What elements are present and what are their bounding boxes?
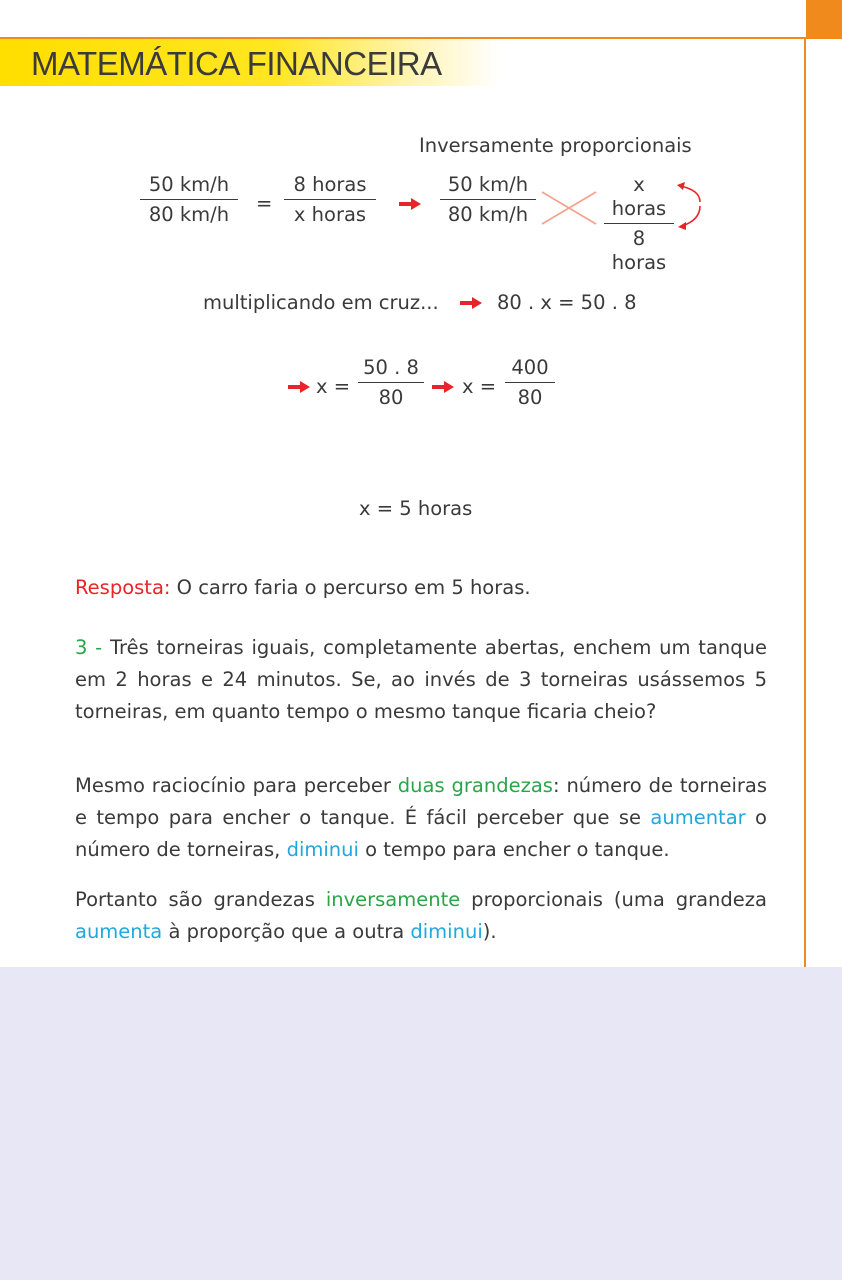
fraction-speeds-1 — [140, 173, 238, 227]
cross-text: multiplicando em cruz... — [203, 291, 439, 314]
highlight-inversely: inversamente — [325, 888, 461, 911]
swap-arrows-icon — [676, 180, 706, 232]
highlight-increases: aumenta — [75, 920, 163, 943]
fraction-hours-1 — [284, 173, 376, 227]
right-arrow-icon — [288, 380, 310, 394]
right-arrow-icon — [432, 380, 454, 394]
cross-result: 80 . x = 50 . 8 — [497, 291, 637, 314]
problem-3 — [75, 632, 767, 728]
fraction-numerator: 400 — [505, 356, 555, 383]
equation-x: x = — [462, 375, 497, 398]
equals-sign: = — [256, 192, 273, 215]
footer-band — [0, 967, 842, 1280]
text-span: o tempo para encher o tanque. — [358, 838, 670, 861]
equation-x: x = — [316, 375, 351, 398]
fraction-step-2 — [505, 356, 555, 410]
fraction-denominator: 80 — [378, 386, 404, 409]
fraction-speeds-2 — [440, 173, 536, 227]
text-span: ). — [482, 920, 497, 943]
fraction-numerator: 50 . 8 — [358, 356, 424, 383]
right-arrow-icon — [460, 296, 482, 310]
fraction-denominator: 80 km/h — [447, 203, 529, 226]
problem-text: Três torneiras iguais, completamente abertas, enchem um tanque em 2 horas e 24 minutos. Se, ao invés de 3 torneiras usássemos 5 torneiras, em quanto tempo o mesmo tanque ficaria cheio? — [75, 636, 767, 723]
fraction-denominator: 8 horas — [611, 227, 667, 274]
highlight-increase: aumentar — [650, 806, 746, 829]
result-text: x = 5 horas — [359, 497, 473, 520]
text-span: Portanto são grandezas — [75, 888, 326, 911]
cross-multiply-icon — [538, 186, 600, 228]
paragraph-conclusion — [75, 884, 767, 948]
fraction-step-1 — [358, 356, 424, 410]
fraction-denominator: x horas — [293, 203, 367, 226]
text-span: : número de torneiras e tempo para encher o tanque. É fácil perceber que se — [75, 774, 768, 829]
fraction-numerator: x horas — [604, 173, 674, 224]
right-arrow-icon — [399, 197, 421, 211]
text-span: Mesmo raciocínio para perceber — [75, 774, 398, 797]
highlight-decrease: diminui — [286, 838, 359, 861]
answer-line — [75, 576, 531, 599]
fraction-hours-2 — [604, 173, 674, 275]
highlight-decreases: diminui — [410, 920, 483, 943]
fraction-numerator: 50 km/h — [140, 173, 238, 200]
fraction-denominator: 80 km/h — [148, 203, 230, 226]
fraction-numerator: 8 horas — [284, 173, 376, 200]
page-title: MATEMÁTICA FINANCEIRA — [31, 45, 442, 82]
fraction-numerator: 50 km/h — [440, 173, 536, 200]
margin-rule — [804, 37, 806, 967]
highlight-two-quantities: duas grandezas — [397, 774, 553, 797]
answer-text: O carro faria o percurso em 5 horas. — [170, 576, 531, 599]
inverse-label: Inversamente proporcionais — [419, 134, 692, 157]
fraction-denominator: 80 — [517, 386, 543, 409]
answer-label: Resposta: — [75, 576, 171, 599]
paragraph-reasoning — [75, 770, 767, 866]
problem-number: 3 - — [75, 636, 103, 659]
page-tab — [806, 0, 842, 39]
text-span: o número de torneiras, — [75, 806, 767, 861]
text-span: proporcionais (uma grandeza — [460, 888, 767, 911]
text-span: à proporção que a outra — [162, 920, 411, 943]
